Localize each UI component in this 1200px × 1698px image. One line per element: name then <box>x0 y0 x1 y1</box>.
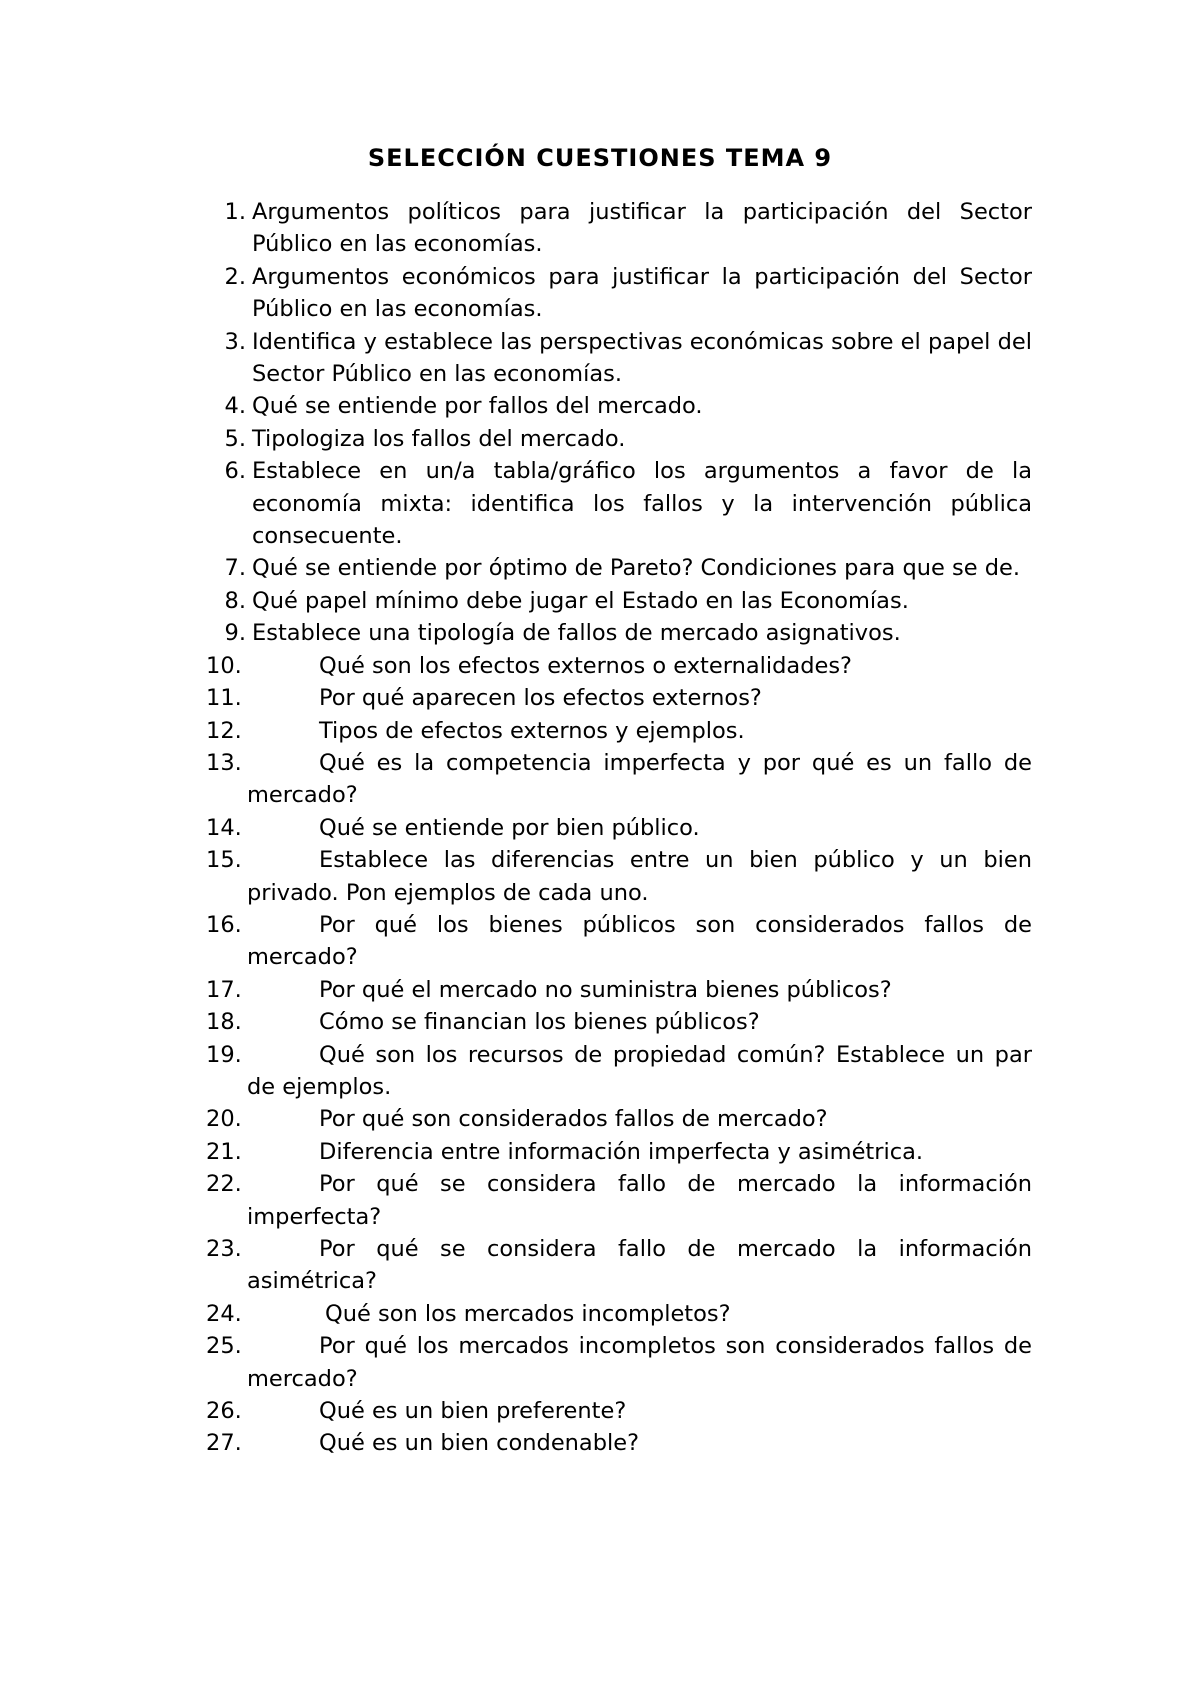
question-item <box>206 261 1032 326</box>
question-item <box>206 1039 1032 1104</box>
question-text: Tipos de efectos externos y ejemplos. <box>319 717 745 744</box>
question-number: 25. <box>206 1333 242 1360</box>
question-number: 4. <box>224 393 246 420</box>
question-item <box>206 585 1032 617</box>
question-number: 7. <box>224 555 246 582</box>
question-number: 24. <box>206 1300 242 1327</box>
question-number: 10. <box>206 652 242 679</box>
question-number: 23. <box>206 1236 242 1262</box>
question-text: Cómo se financian los bienes públicos? <box>319 1009 760 1036</box>
question-number: 27. <box>206 1430 242 1457</box>
question-number: 20. <box>206 1106 242 1133</box>
question-item <box>206 1298 1032 1330</box>
question-number: 21. <box>206 1138 242 1165</box>
question-number: 1. <box>224 199 246 225</box>
question-text: Por qué se considera fallo de mercado la información imperfecta? <box>247 1171 1032 1230</box>
question-number: 5. <box>224 425 246 452</box>
question-item <box>206 423 1032 455</box>
question-item <box>206 715 1032 747</box>
question-text: Diferencia entre información imperfecta y asimétrica. <box>319 1138 924 1165</box>
question-number: 18. <box>206 1009 242 1036</box>
question-text: Qué se entiende por óptimo de Pareto? Condiciones para que se de. <box>252 555 1020 582</box>
question-item <box>206 390 1032 422</box>
question-number: 2. <box>224 263 246 290</box>
question-number: 9. <box>224 620 246 647</box>
question-item <box>206 326 1032 391</box>
question-number: 26. <box>206 1398 242 1425</box>
question-text: Por qué el mercado no suministra bienes públicos? <box>319 976 892 1003</box>
question-number: 6. <box>224 458 246 485</box>
question-text: Por qué se considera fallo de mercado la información asimétrica? <box>247 1236 1032 1295</box>
question-text: Identifica y establece las perspectivas económicas sobre el papel del Sector Público en las economías. <box>252 328 1032 388</box>
question-item <box>206 1168 1032 1233</box>
question-item <box>206 1395 1032 1427</box>
question-item <box>206 974 1032 1006</box>
question-item <box>206 650 1032 682</box>
question-text: Establece las diferencias entre un bien público y un bien privado. Pon ejemplos de cada uno. <box>247 847 1032 906</box>
question-number: 22. <box>206 1171 242 1198</box>
question-text: Por qué son considerados fallos de mercado? <box>319 1106 828 1133</box>
question-item <box>206 1427 1032 1459</box>
question-text: Establece en un/a tabla/gráfico los argumentos a favor de la economía mixta: identifica los fallos y la intervención pública consecuente. <box>252 458 1032 550</box>
question-number: 8. <box>224 587 246 614</box>
question-number: 13. <box>206 749 242 776</box>
question-text: Qué es un bien condenable? <box>319 1430 640 1457</box>
question-item <box>206 1103 1032 1135</box>
question-item <box>206 844 1032 909</box>
question-item <box>206 682 1032 714</box>
question-text: Qué son los mercados incompletos? <box>325 1300 731 1327</box>
question-item <box>206 1136 1032 1168</box>
question-item <box>206 909 1032 974</box>
question-item <box>206 812 1032 844</box>
question-text: Por qué los mercados incompletos son considerados fallos de mercado? <box>247 1333 1032 1392</box>
question-text: Argumentos políticos para justificar la participación del Sector Público en las economías. <box>252 199 1032 258</box>
question-number: 16. <box>206 911 242 938</box>
question-item <box>206 617 1032 649</box>
question-item <box>206 552 1032 584</box>
question-text: Qué son los efectos externos o externalidades? <box>319 652 852 679</box>
question-text: Por qué los bienes públicos son considerados fallos de mercado? <box>247 911 1032 971</box>
question-item <box>206 1233 1032 1298</box>
question-number: 14. <box>206 814 242 841</box>
question-text: Qué es la competencia imperfecta y por qué es un fallo de mercado? <box>247 749 1032 809</box>
question-text: Qué es un bien preferente? <box>319 1398 627 1425</box>
question-number: 17. <box>206 976 242 1003</box>
question-text: Por qué aparecen los efectos externos? <box>319 685 762 712</box>
question-text: Qué se entiende por fallos del mercado. <box>252 393 703 420</box>
question-list <box>206 196 1032 1460</box>
question-text: Qué se entiende por bien público. <box>319 814 700 841</box>
question-item <box>206 1006 1032 1038</box>
question-number: 19. <box>206 1041 242 1068</box>
question-number: 11. <box>206 685 242 712</box>
question-number: 15. <box>206 847 242 874</box>
question-item <box>206 1330 1032 1395</box>
question-item <box>206 747 1032 812</box>
question-number: 12. <box>206 717 242 744</box>
question-number: 3. <box>224 328 246 355</box>
question-text: Tipologiza los fallos del mercado. <box>252 425 626 452</box>
question-text: Qué papel mínimo debe jugar el Estado en las Economías. <box>252 587 909 614</box>
question-text: Establece una tipología de fallos de mercado asignativos. <box>252 620 901 647</box>
document-title: SELECCIÓN CUESTIONES TEMA 9 <box>367 144 833 172</box>
question-item <box>206 455 1032 552</box>
question-item <box>206 196 1032 261</box>
question-text: Argumentos económicos para justificar la participación del Sector Público en las economías. <box>252 263 1032 323</box>
question-text: Qué son los recursos de propiedad común? Establece un par de ejemplos. <box>247 1041 1032 1100</box>
